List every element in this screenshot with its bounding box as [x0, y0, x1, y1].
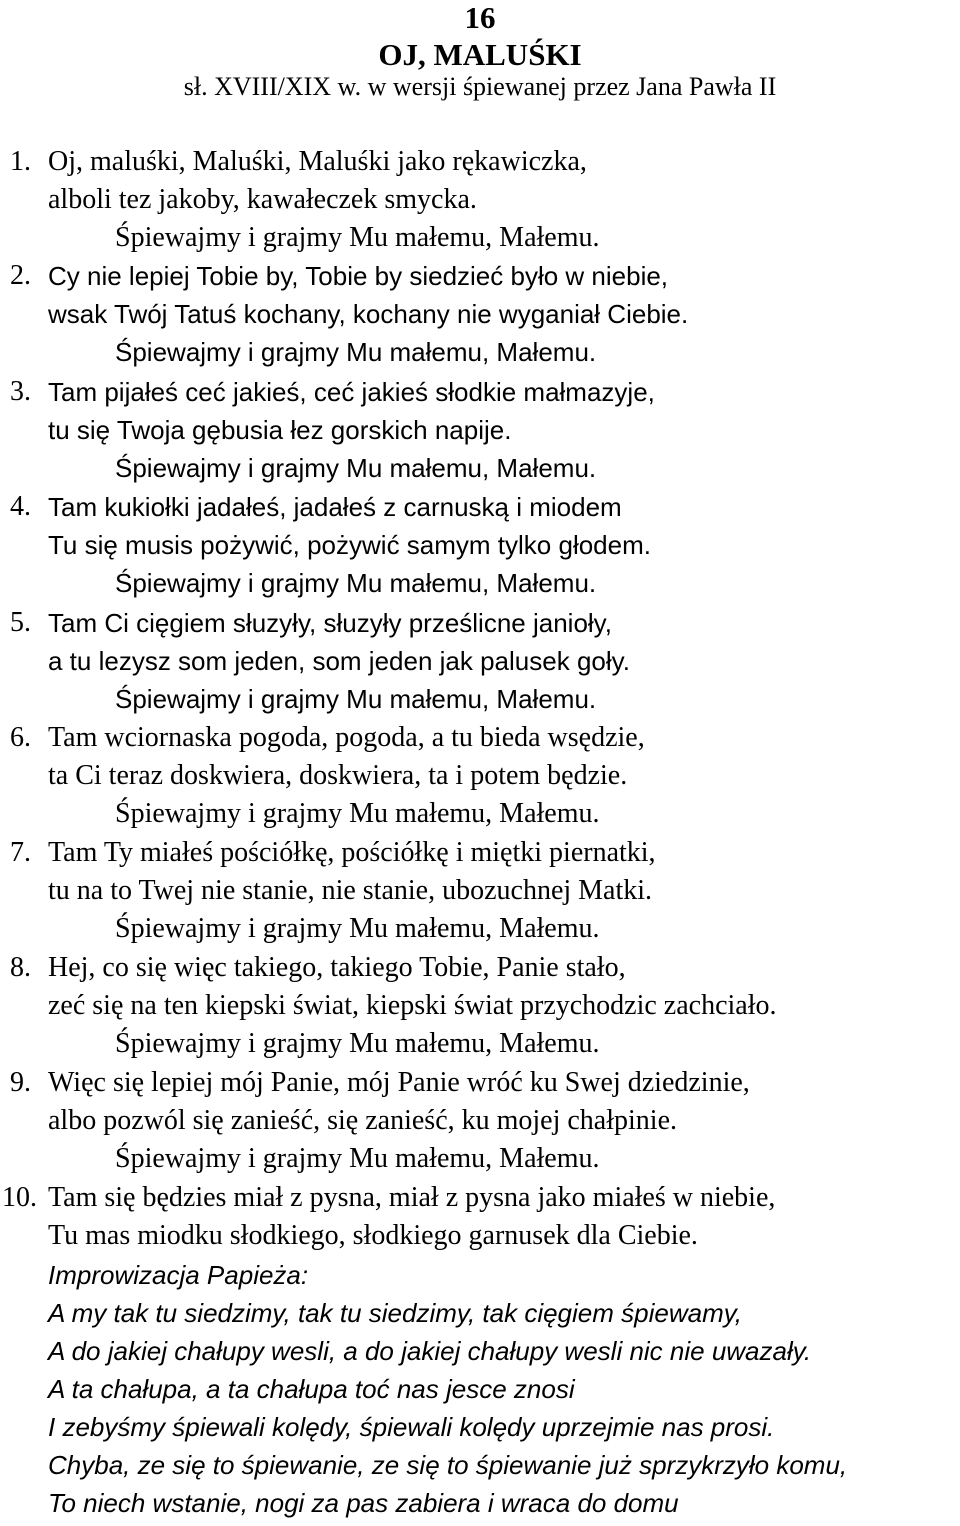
verse-line: tu na to Twej nie stanie, nie stanie, ubozuchnej Matki. [48, 875, 653, 906]
improvisation-heading: Improwizacja Papieża: [48, 1260, 309, 1290]
verse-line: Tam się będzies miał z pysna, miał z pysna jako miałeś w niebie, [48, 1182, 776, 1213]
improvisation-line: To niech wstanie, nogi za pas zabiera i wraca do domu [48, 1488, 679, 1518]
verse-line: tu się Twoja gębusia łez gorskich napije. [48, 415, 512, 445]
verse-line: zeć się na ten kiepski świat, kiepski świat przychodzic zachciało. [48, 990, 777, 1021]
verse-line: Tam Ci cięgiem słuzyły, słuzyły prześlicne janioły, [48, 608, 612, 638]
improvisation-line: A ta chałupa, a ta chałupa toć nas jesce znosi [48, 1374, 575, 1404]
improvisation-line: I zebyśmy śpiewali kolędy, śpiewali kolędy uprzejmie nas prosi. [48, 1412, 775, 1442]
verse-line: wsak Twój Tatuś kochany, kochany nie wyganiał Ciebie. [48, 299, 689, 329]
verse-line: Więc się lepiej mój Panie, mój Panie wróć ku Swej dziedzinie, [48, 1067, 750, 1098]
improvisation-line: A my tak tu siedzimy, tak tu siedzimy, tak cięgiem śpiewamy, [48, 1298, 743, 1328]
verse-line: Cy nie lepiej Tobie by, Tobie by siedzieć było w niebie, [48, 261, 669, 291]
refrain-line: Śpiewajmy i grajmy Mu małemu, Małemu. [115, 337, 597, 367]
song-title: OJ, MALUŚKI [378, 37, 582, 72]
improvisation-line: A do jakiej chałupy wesli, a do jakiej chałupy wesli nic nie uwazały. [48, 1336, 812, 1366]
verse-number: 8. [10, 952, 31, 983]
verse-line: ta Ci teraz doskwiera, doskwiera, ta i potem będzie. [48, 760, 628, 791]
verse-line: Oj, maluśki, Maluśki, Maluśki jako rękawiczka, [48, 146, 587, 177]
refrain-line: Śpiewajmy i grajmy Mu małemu, Małemu. [115, 913, 600, 944]
verse-number: 6. [10, 722, 31, 753]
improvisation-line: Chyba, ze się to śpiewanie, ze się to śpiewanie już sprzykrzyło komu, [48, 1450, 848, 1480]
song-subtitle: sł. XVIII/XIX w. w wersji śpiewanej przez Jana Pawła II [183, 72, 777, 101]
verse-line: a tu lezysz som jeden, som jeden jak palusek goły. [48, 646, 630, 676]
refrain-line: Śpiewajmy i grajmy Mu małemu, Małemu. [115, 1028, 600, 1059]
refrain-line: Śpiewajmy i grajmy Mu małemu, Małemu. [115, 1143, 600, 1174]
verse-number: 1. [10, 146, 31, 177]
verse-line: Tam pijałeś ceć jakieś, ceć jakieś słodkie małmazyje, [48, 377, 655, 407]
refrain-line: Śpiewajmy i grajmy Mu małemu, Małemu. [115, 798, 600, 829]
verse-number: 2. [10, 260, 31, 291]
verse-number: 5. [10, 607, 31, 638]
verse-line: albo pozwól się zanieść, się zanieść, ku mojej chałpinie. [48, 1105, 678, 1136]
refrain-line: Śpiewajmy i grajmy Mu małemu, Małemu. [115, 222, 600, 253]
refrain-line: Śpiewajmy i grajmy Mu małemu, Małemu. [115, 684, 597, 714]
verse-line: alboli tez jakoby, kawałeczek smycka. [48, 184, 477, 215]
verse-number: 10. [2, 1182, 37, 1213]
verse-number: 7. [10, 837, 31, 868]
verse-line: Tu mas miodku słodkiego, słodkiego garnusek dla Ciebie. [48, 1220, 698, 1251]
verse-line: Tam wciornaska pogoda, pogoda, a tu bieda wsędzie, [48, 722, 645, 753]
verse-number: 9. [10, 1067, 31, 1098]
song-number: 16 [464, 0, 496, 35]
verse-line: Tam kukiołki jadałeś, jadałeś z carnuską i miodem [48, 492, 622, 522]
verse-number: 3. [10, 376, 31, 407]
verse-line: Hej, co się więc takiego, takiego Tobie, Panie stało, [48, 952, 626, 983]
refrain-line: Śpiewajmy i grajmy Mu małemu, Małemu. [115, 568, 597, 598]
refrain-line: Śpiewajmy i grajmy Mu małemu, Małemu. [115, 453, 597, 483]
verse-line: Tu się musis pożywić, pożywić samym tylko głodem. [48, 530, 651, 560]
verse-number: 4. [10, 491, 31, 522]
verse-line: Tam Ty miałeś pościółkę, pościółkę i miętki piernatki, [48, 837, 656, 868]
